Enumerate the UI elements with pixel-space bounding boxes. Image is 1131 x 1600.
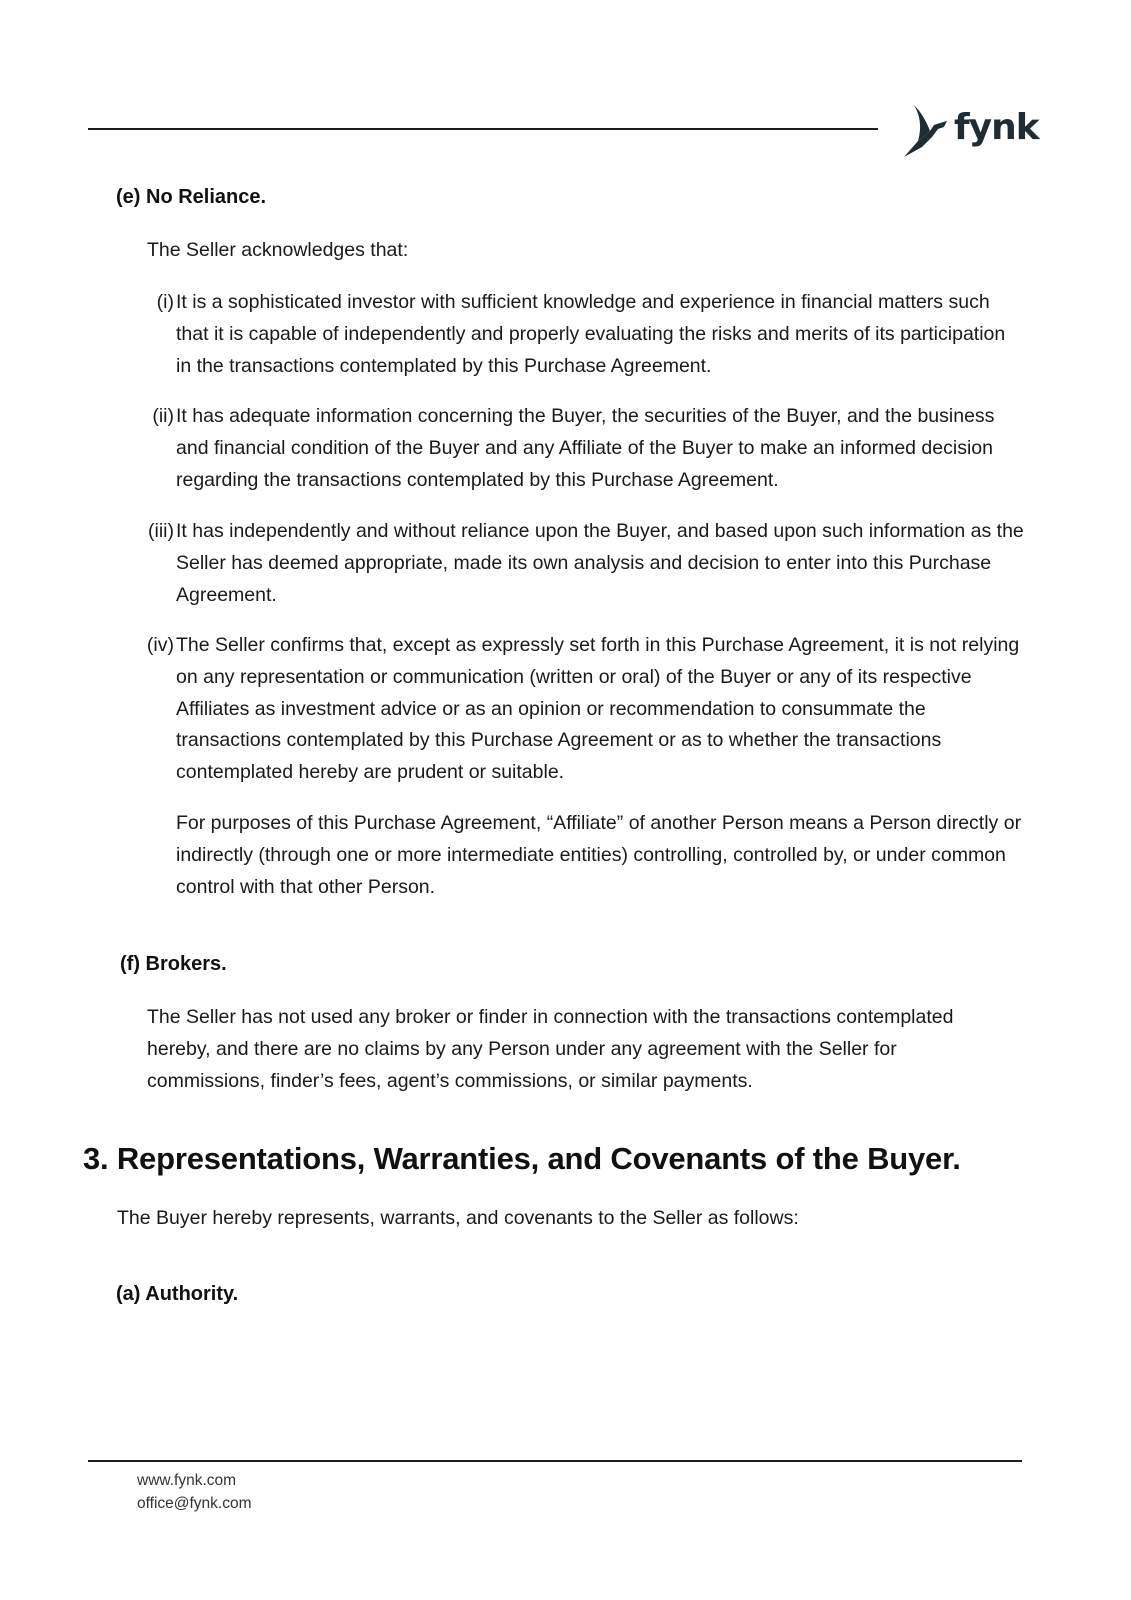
- section-f-text: The Seller has not used any broker or finder in connection with the transactions contemplated hereby, and there are no claims by any Person under any agreement with the Seller for commissions, finder’s fees, agent’s commissions, or similar payments.: [147, 1006, 954, 1092]
- logo-wordmark: fynk: [954, 106, 1039, 148]
- footer-divider: [88, 1460, 1022, 1462]
- section-f-heading: (f) Brokers.: [120, 953, 227, 975]
- list-item-text: The Seller confirms that, except as expressly set forth in this Purchase Agreement, it is not relying on any representation or communication (written or oral) of the Buyer or any of its respective Affiliates as investment advice or as an opinion or recommendation to consummate the transactions contemplated by this Purchase Agreement or as to whether the transactions contemplated hereby are prudent or suitable.: [176, 634, 1020, 784]
- list-item-number: (i): [156, 291, 174, 313]
- list-item-number: (ii): [152, 405, 174, 427]
- fynk-logo: [900, 100, 1039, 160]
- section-3-intro: The Buyer hereby represents, warrants, and covenants to the Seller as follows:: [117, 1207, 799, 1229]
- section-e-heading: (e) No Reliance.: [116, 186, 267, 208]
- bird-logo-icon: [900, 101, 950, 159]
- list-item-number: (iv): [146, 634, 174, 656]
- section-e-intro: The Seller acknowledges that:: [147, 239, 409, 261]
- list-item-text: It is a sophisticated investor with sufficient knowledge and experience in financial matters such that it is capable of independently and properly evaluating the risks and merits of its participation in the transactions contemplated by this Purchase Agreement.: [176, 291, 1006, 377]
- list-item-number: (iii): [148, 520, 174, 542]
- section-3a-heading: (a) Authority.: [116, 1283, 239, 1305]
- affiliate-definition: For purposes of this Purchase Agreement, “Affiliate” of another Person means a Person directly or indirectly (through one or more intermediate entities) controlling, controlled by, or under common control with that other Person.: [176, 812, 1022, 898]
- section-3-heading: 3. Representations, Warranties, and Covenants of the Buyer.: [83, 1141, 961, 1176]
- list-item-text: It has independently and without reliance upon the Buyer, and based upon such information as the Seller has deemed appropriate, made its own analysis and decision to enter into this Purchase Agreement.: [176, 520, 1024, 606]
- header-divider: [88, 128, 878, 130]
- footer-email: office@fynk.com: [137, 1495, 252, 1512]
- footer-website: www.fynk.com: [137, 1472, 237, 1489]
- list-item-text: It has adequate information concerning the Buyer, the securities of the Buyer, and the business and financial condition of the Buyer and any Affiliate of the Buyer to make an informed decision regarding the transactions contemplated by this Purchase Agreement.: [176, 405, 995, 491]
